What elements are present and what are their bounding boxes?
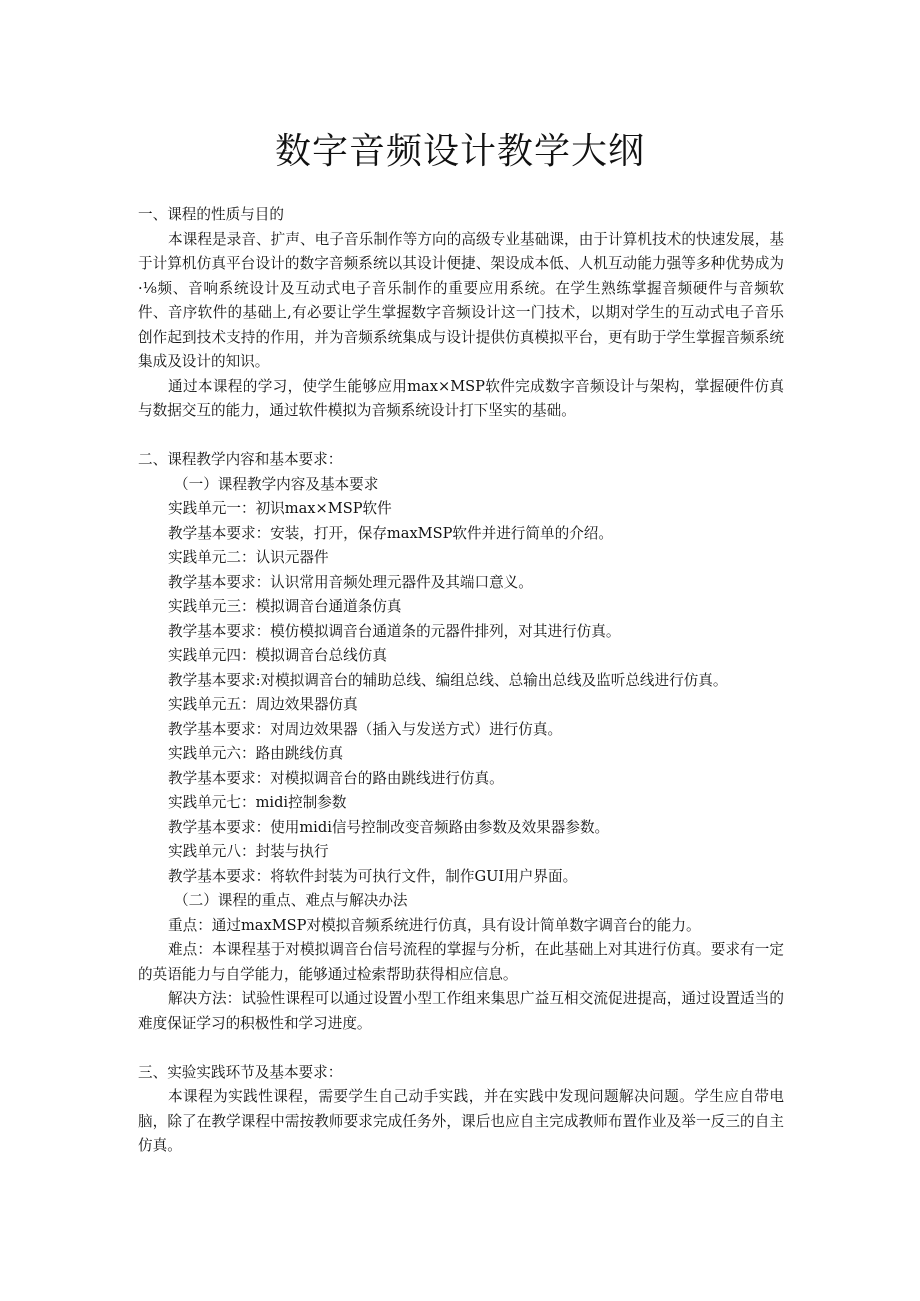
key-point: 重点：通过maxMSP对模拟音频系统进行仿真，具有设计简单数字调音台的能力。 xyxy=(168,916,701,934)
unit-8-requirement: 教学基本要求：将软件封装为可执行文件，制作GUI用户界面。 xyxy=(168,867,578,885)
unit-1-requirement: 教学基本要求：安装，打开，保存maxMSP软件并进行简单的介绍。 xyxy=(168,524,613,542)
section-2-heading: 二、课程教学内容和基本要求： xyxy=(138,451,343,468)
section-2-subheading-2: （二）课程的重点、难点与解决办法 xyxy=(174,892,408,909)
section-1-paragraph-1: 本课程是录音、扩声、电子音乐制作等方向的高级专业基础课，由于计算机技术的快速发展，基于计算机仿真平台设计的数字音频系统以其设计便捷、架设成本低、人机互动能力强等多种优势成为·⅛频、音响系统设计及互动式电子音乐制作的重要应用系统。在学生熟练掌握音频硬件与音频软件、音序软件的基础上,有必要让学生掌握数字音频设计这一门技术，以期对学生的互动式电子音乐创作起到技术支持的作用，并为音频系统集成与设计提供仿真模拟平台，更有助于学生掌握音频系统集成及设计的知识。 xyxy=(138,230,784,370)
unit-2-requirement: 教学基本要求：认识常用音频处理元器件及其端口意义。 xyxy=(168,573,533,591)
unit-6-title: 实践单元六：路由跳线仿真 xyxy=(168,745,344,762)
unit-4-title: 实践单元四：模拟调音台总线仿真 xyxy=(168,647,387,664)
unit-8-title: 实践单元八：封装与执行 xyxy=(168,843,329,860)
difficulty: 难点：本课程基于对模拟调音台信号流程的掌握与分析，在此基础上对其进行仿真。要求有一定的英语能力与自学能力，能够通过检索帮助获得相应信息。 xyxy=(138,941,784,983)
unit-7-requirement: 教学基本要求：使用midi信号控制改变音频路由参数及效果器参数。 xyxy=(168,818,610,836)
spacer xyxy=(138,424,784,449)
section-1-heading: 一、课程的性质与目的 xyxy=(138,206,284,223)
unit-2-title: 实践单元二：认识元器件 xyxy=(168,549,329,566)
unit-1-title: 实践单元一：初识max×MSP软件 xyxy=(168,500,392,517)
document-body xyxy=(138,203,784,1159)
unit-7-title: 实践单元七：midi控制参数 xyxy=(168,794,347,811)
unit-5-title: 实践单元五：周边效果器仿真 xyxy=(168,696,358,713)
section-1-paragraph-2: 通过本课程的学习，使学生能够应用max×MSP软件完成数字音频设计与架构，掌握硬件仿真与数据交互的能力，通过软件模拟为音频系统设计打下坚实的基础。 xyxy=(138,377,784,419)
section-3-paragraph-1: 本课程为实践性课程，需要学生自己动手实践，并在实践中发现问题解决问题。学生应自带电脑，除了在教学课程中需按教师要求完成任务外，课后也应自主完成教师布置作业及举一反三的自主仿真。 xyxy=(138,1088,784,1154)
section-3-heading: 三、实验实践环节及基本要求： xyxy=(138,1063,343,1081)
unit-4-requirement: 教学基本要求:对模拟调音台的辅助总线、编组总线、总输出总线及监听总线进行仿真。 xyxy=(168,671,728,689)
solution: 解决方法：试验性课程可以通过设置小型工作组来集思广益互相交流促进提高，通过设置适当的难度保证学习的积极性和学习进度。 xyxy=(138,990,784,1032)
page-title: 数字音频设计教学大纲 xyxy=(274,131,645,172)
unit-6-requirement: 教学基本要求：对模拟调音台的路由跳线进行仿真。 xyxy=(168,769,504,787)
unit-5-requirement: 教学基本要求：对周边效果器（插入与发送方式）进行仿真。 xyxy=(168,720,563,738)
spacer xyxy=(138,1036,784,1061)
unit-3-title: 实践单元三：模拟调音台通道条仿真 xyxy=(168,598,402,615)
section-2-subheading-1: （一）课程教学内容及基本要求 xyxy=(174,475,379,493)
unit-3-requirement: 教学基本要求：模仿模拟调音台通道条的元器件排列，对其进行仿真。 xyxy=(168,622,621,640)
